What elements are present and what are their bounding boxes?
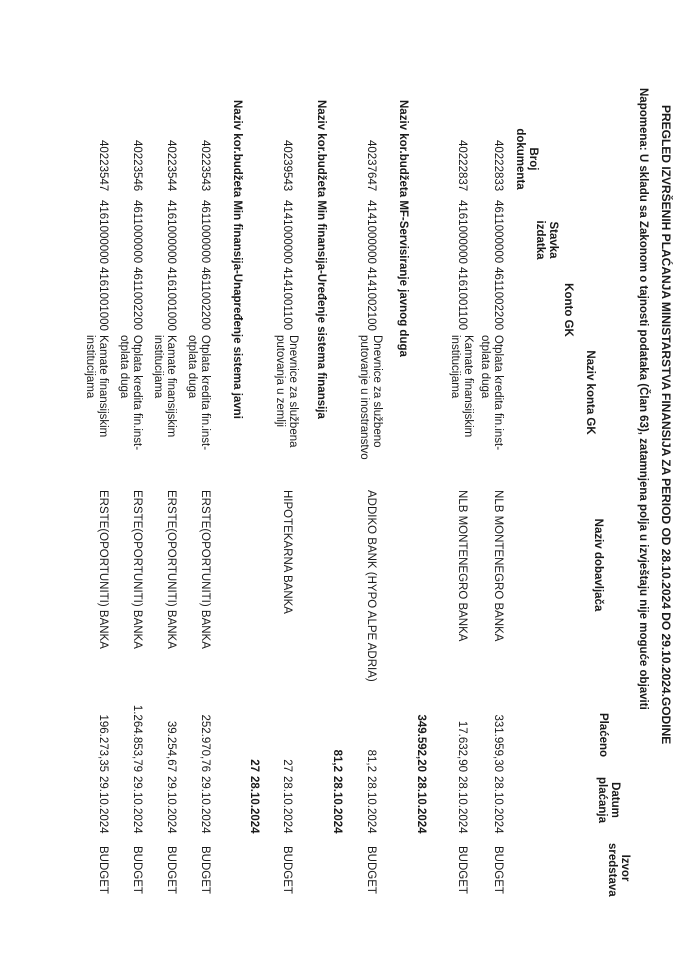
row-stavka: 4161000000 [165, 200, 177, 264]
row-stavka: 4611000000 [131, 200, 143, 264]
row-datum: 28.10.2024 [281, 776, 293, 834]
row-datum: 28.10.2024 [456, 776, 468, 834]
section-total-date: 28.10.2024 [415, 776, 427, 834]
row-konto: 4611002200 [131, 267, 143, 331]
header-naziv-konta: Naziv konta GK [584, 350, 596, 435]
header-stavka-izdatka: Stavka izdatka [534, 220, 559, 260]
row-naziv-konta: Kamate finansijskim institucijama [84, 335, 109, 438]
row-placeno: 81,2 [365, 749, 377, 772]
row-izvor: BUDGET [492, 846, 504, 894]
header-konto-gk: Konto GK [562, 283, 574, 337]
row-datum: 28.10.2024 [492, 776, 504, 834]
row-naziv-konta: Dnevnice za službena putovanja u zemlji [274, 335, 299, 448]
row-datum: 29.10.2024 [97, 776, 109, 834]
row-naziv-konta: Otplata kredita fin.inst-otplata duga [479, 335, 504, 451]
section-total-amount: 81,2 [331, 749, 343, 772]
section-name: Naziv kor.budžeta Min finansija-Uređenje sistema finansija [315, 100, 327, 419]
row-izvor: BUDGET [165, 846, 177, 894]
row-datum: 28.10.2024 [365, 776, 377, 834]
row-broj: 40239543 [281, 140, 293, 192]
row-konto: 4611002200 [199, 267, 211, 331]
row-dobavljac: ERSTE(OPORTUNITI) BANKA [165, 490, 177, 649]
row-placeno: 196.273,35 [97, 714, 109, 772]
row-broj: 40223546 [131, 140, 143, 192]
row-izvor: BUDGET [199, 846, 211, 894]
redaction-note: Napomena: U skladu sa Zakonom o tajnosti podataka (Član 63), zatamnjena polja u izvještaju nije moguće objaviti [637, 88, 649, 710]
row-stavka: 4161000000 [456, 200, 468, 264]
section-total-date: 28.10.2024 [331, 776, 343, 834]
row-datum: 29.10.2024 [165, 776, 177, 834]
section-total-date: 28.10.2024 [248, 776, 260, 834]
row-konto: 4611002200 [492, 267, 504, 331]
section-total-amount: 349.592,20 [415, 714, 427, 772]
header-placeno: Plaćeno [597, 712, 609, 758]
row-dobavljac: ERSTE(OPORTUNITI) BANKA [131, 490, 143, 649]
row-broj: 40237647 [365, 140, 377, 192]
row-stavka: 4141000000 [365, 200, 377, 264]
row-datum: 29.10.2024 [199, 776, 211, 834]
row-stavka: 4611000000 [492, 200, 504, 264]
row-dobavljac: ERSTE(OPORTUNITI) BANKA [199, 490, 211, 649]
row-placeno: 1.264.853,79 [131, 704, 143, 772]
report-title: PREGLED IZVRŠENIH PLAĆANJA MINISTARSTVA FINANSIJA ZA PERIOD OD 28.10.2024 DO 29.10.2024.GODINE [659, 105, 673, 745]
row-placeno: 39.254,67 [165, 720, 177, 772]
row-izvor: BUDGET [365, 846, 377, 894]
row-broj: 40222833 [492, 140, 504, 192]
section-name: Naziv kor.budžeta Min finansija-Unapređenje sistema javni [231, 100, 243, 419]
row-konto: 4161001000 [165, 267, 177, 331]
section-name: Naziv kor.budžeta MF-Servisiranje javnog duga [397, 100, 409, 357]
header-broj-dokumenta: Broj dokumenta [514, 128, 539, 190]
row-placeno: 252.970,76 [199, 714, 211, 772]
row-izvor: BUDGET [456, 846, 468, 894]
row-placeno: 17.632,90 [456, 720, 468, 772]
row-naziv-konta: Otplata kredita fin.inst-otplata duga [118, 335, 143, 451]
row-placeno: 27 [281, 759, 293, 772]
row-dobavljac: NLB MONTENEGRO BANKA [456, 490, 468, 642]
row-broj: 40222837 [456, 140, 468, 192]
row-konto: 4141001100 [281, 267, 293, 331]
row-broj: 40223544 [165, 140, 177, 192]
row-dobavljac: ADDIKO BANK (HYPO ALPE ADRIA) [365, 490, 377, 682]
row-placeno: 331.959,30 [492, 714, 504, 772]
row-stavka: 4141000000 [281, 200, 293, 264]
row-izvor: BUDGET [281, 846, 293, 894]
row-izvor: BUDGET [131, 846, 143, 894]
header-izvor-sredstava: Izvor sredstava [606, 843, 631, 897]
header-naziv-dobavljaca: Naziv dobavljača [592, 518, 604, 612]
row-dobavljac: HIPOTEKARNA BANKA [281, 490, 293, 614]
row-konto: 4161001000 [97, 267, 109, 331]
header-datum-placanja: Datum plaćanja [596, 776, 621, 824]
row-dobavljac: ERSTE(OPORTUNITI) BANKA [97, 490, 109, 649]
row-konto: 4161001100 [456, 267, 468, 331]
row-stavka: 4161000000 [97, 200, 109, 264]
row-naziv-konta: Dnevnice za službeno putovanje u inostranstvo [358, 335, 383, 460]
row-naziv-konta: Kamate finansijskim institucijama [449, 335, 474, 438]
row-datum: 29.10.2024 [131, 776, 143, 834]
row-naziv-konta: Kamate finansijskim institucijama [152, 335, 177, 438]
row-broj: 40223543 [199, 140, 211, 192]
row-naziv-konta: Otplata kredita fin.inst-otplata duga [186, 335, 211, 451]
row-konto: 4141002100 [365, 267, 377, 331]
row-broj: 40223547 [97, 140, 109, 192]
row-dobavljac: NLB MONTENEGRO BANKA [492, 490, 504, 642]
row-izvor: BUDGET [97, 846, 109, 894]
row-stavka: 4611000000 [199, 200, 211, 264]
section-total-amount: 27 [248, 759, 260, 772]
